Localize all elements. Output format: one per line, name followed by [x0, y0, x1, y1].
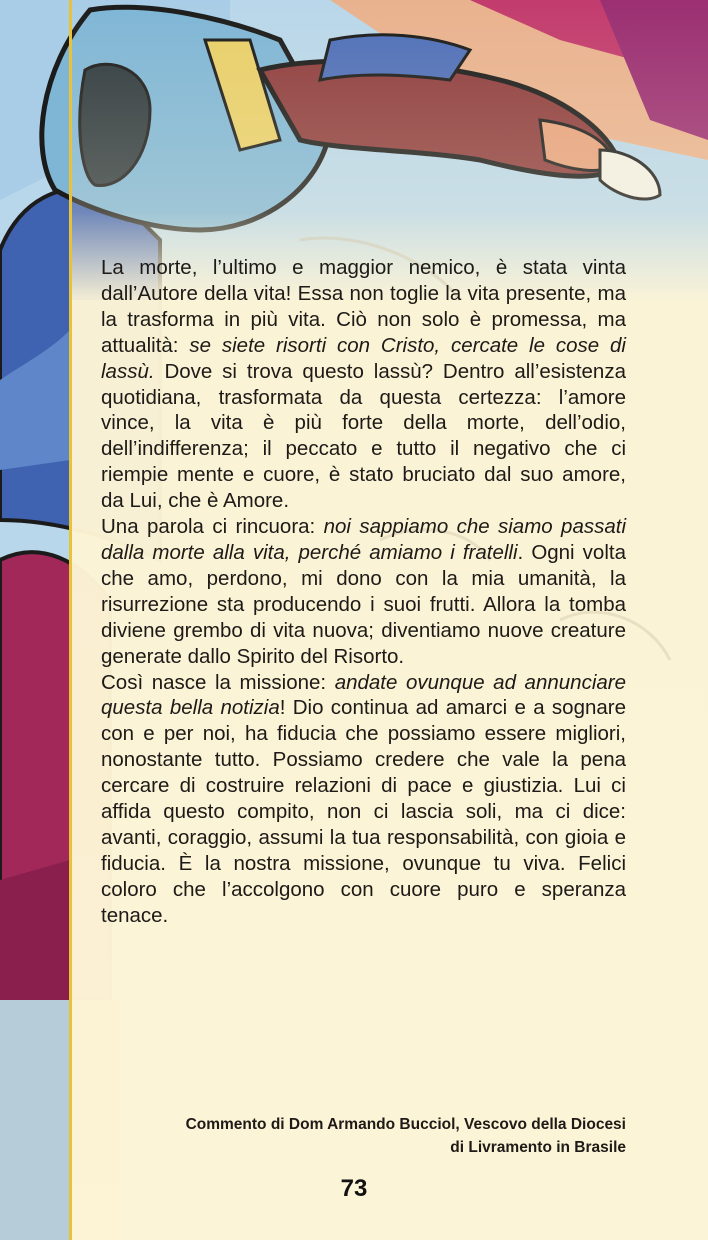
credit-line-1: Commento di Dom Armando Bucciol, Vescovo della Diocesi	[185, 1116, 626, 1133]
body-text	[101, 255, 626, 929]
scripture-quote: se siete risorti con Cristo, cercate le cose di lassù.	[101, 333, 626, 383]
segment: Così nasce la missione:	[101, 670, 335, 694]
scripture-quote: noi sappiamo che siamo passati dalla morte alla vita, perché amiamo i fratelli	[101, 515, 626, 564]
paragraph-1	[101, 255, 626, 514]
segment: . Ogni volta che amo, perdono, mi dono con la mia umanità, la risurrezione sta producendo i suoi frutti. Allora la tomba diviene grembo di vita nuova; diventiamo nuove creature generate dallo Spirito del Risorto.	[101, 540, 626, 668]
author-credit	[66, 1113, 626, 1159]
page-number: 73	[340, 1175, 368, 1202]
segment: Una parola ci rincuora:	[101, 515, 324, 539]
segment: Dove si trova questo lassù? Dentro all’esistenza quotidiana, trasformata da questa certezza: l’amore vince, la vita è più forte della morte, dell’odio, dell’indifferenza; il peccato e tutto il negativo che ci riempie mente e cuore, è stato bruciato dal suo amore, da Lui, che è Amore.	[101, 359, 626, 513]
gold-margin-line	[69, 0, 72, 1240]
paragraph-3	[101, 670, 626, 929]
segment: La morte, l’ultimo e maggior nemico, è stata vinta dall’Autore della vita! Essa non toglie la vita presente, ma la trasforma in più vita. Ciò non solo è promessa, ma attualità:	[101, 256, 626, 357]
segment: ! Dio continua ad amarci e a sognare con e per noi, ha fiducia che possiamo essere migliori, nonostante tutto. Possiamo credere che vale la pena cercare di costruire relazioni di pace e giustizia. Lui ci affida questo compito, non ci lascia soli, ma ci dice: avanti, coraggio, assumi la tua responsabilità, con gioia e fiducia. È la nostra missione, ovunque tu viva. Felici coloro che l’accolgono con cuore puro e speranza tenace.	[101, 696, 627, 927]
paragraph-2	[101, 514, 626, 669]
credit-line-2: di Livramento in Brasile	[450, 1139, 626, 1156]
scripture-quote: andate ovunque ad annunciare questa bella notizia	[101, 670, 626, 720]
